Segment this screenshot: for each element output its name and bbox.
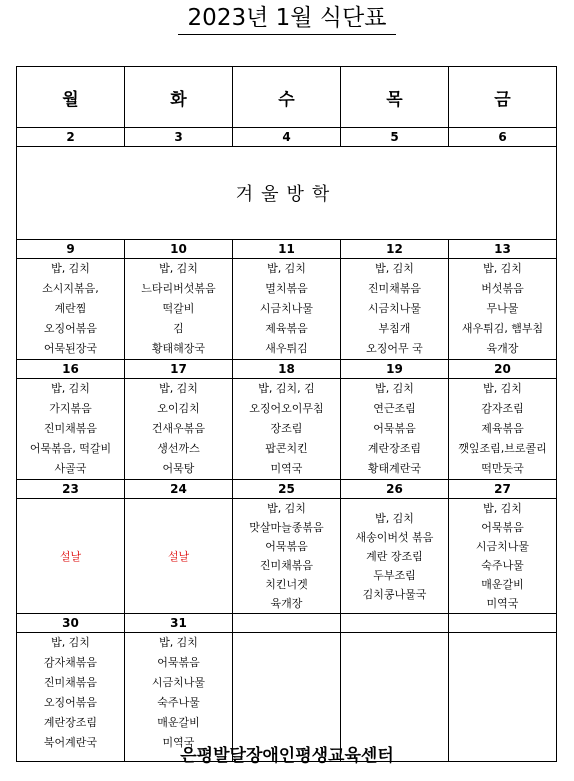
day-header: 목 xyxy=(341,67,449,128)
date-cell: 13 xyxy=(449,240,557,259)
menu-item: 밥, 김치 xyxy=(483,262,522,275)
menu-item: 버섯볶음 xyxy=(481,282,524,295)
date-cell: 24 xyxy=(125,480,233,499)
date-cell: 11 xyxy=(233,240,341,259)
menu-item: 육개장 xyxy=(486,342,519,355)
date-cell: 10 xyxy=(125,240,233,259)
date-cell: 12 xyxy=(341,240,449,259)
menu-item: 어묵볶음 xyxy=(265,540,308,553)
date-row xyxy=(17,128,557,147)
day-header: 화 xyxy=(125,67,233,128)
menu-cell xyxy=(341,259,449,360)
menu-item: 진미채볶음 xyxy=(367,282,422,295)
menu-item: 김치콩나물국 xyxy=(362,587,427,601)
menu-item: 새우튀김, 햄부침 xyxy=(461,322,544,335)
menu-item: 치킨너겟 xyxy=(265,578,308,591)
menu-cell xyxy=(125,259,233,360)
date-cell xyxy=(449,614,557,633)
menu-item: 오징어볶음 xyxy=(43,322,98,335)
menu-item: 부침개 xyxy=(378,322,411,335)
vacation-notice: 겨울방학 xyxy=(17,147,557,240)
date-cell: 27 xyxy=(449,480,557,499)
date-cell: 2 xyxy=(17,128,125,147)
menu-item: 느타리버섯볶음 xyxy=(141,282,216,295)
holiday-label: 설날 xyxy=(17,499,125,614)
menu-item: 두부조림 xyxy=(373,568,416,582)
menu-item: 가지볶음 xyxy=(49,402,92,415)
menu-item: 어묵볶음 xyxy=(481,521,524,534)
weeks-body xyxy=(17,240,557,762)
date-cell: 17 xyxy=(125,360,233,379)
menu-item: 시금치나물 xyxy=(475,540,530,553)
menu-item: 밥, 김치 xyxy=(159,636,198,649)
menu-item: 숙주나물 xyxy=(481,559,524,572)
date-cell: 31 xyxy=(125,614,233,633)
menu-item: 밥, 김치 xyxy=(483,382,522,395)
date-cell: 26 xyxy=(341,480,449,499)
menu-item: 어묵탕 xyxy=(162,462,195,475)
title-text: 2023년 1월 식단표 xyxy=(178,4,397,35)
menu-item: 밥, 김치 xyxy=(159,382,198,395)
menu-item: 떡갈비 xyxy=(162,302,195,315)
menu-row xyxy=(17,499,557,614)
menu-cell xyxy=(17,379,125,480)
date-cell: 6 xyxy=(449,128,557,147)
day-header: 수 xyxy=(233,67,341,128)
menu-item: 맛살마늘종볶음 xyxy=(249,521,324,534)
date-cell: 16 xyxy=(17,360,125,379)
menu-item: 미역국 xyxy=(162,736,195,749)
menu-item: 북어계란국 xyxy=(43,736,98,749)
date-cell: 4 xyxy=(233,128,341,147)
day-header: 금 xyxy=(449,67,557,128)
date-cell: 5 xyxy=(341,128,449,147)
menu-item: 무나물 xyxy=(486,302,519,315)
day-header: 월 xyxy=(17,67,125,128)
menu-item: 연근조림 xyxy=(373,402,416,415)
menu-item: 매운갈비 xyxy=(481,578,524,591)
menu-item: 깻잎조림,브로콜리 xyxy=(458,442,547,455)
vacation-row xyxy=(17,147,557,240)
menu-item: 생선까스 xyxy=(157,442,200,455)
menu-item: 김 xyxy=(173,322,184,335)
menu-item: 시금치나물 xyxy=(259,302,314,315)
menu-cell xyxy=(449,259,557,360)
menu-item: 밥, 김치 xyxy=(375,511,414,525)
menu-item: 계란장조림 xyxy=(367,442,422,455)
date-cell: 18 xyxy=(233,360,341,379)
date-cell: 20 xyxy=(449,360,557,379)
menu-item: 황태해장국 xyxy=(151,342,206,355)
menu-cell xyxy=(233,259,341,360)
date-cell: 9 xyxy=(17,240,125,259)
menu-item: 미역국 xyxy=(486,597,519,610)
menu-item: 어묵볶음, 떡갈비 xyxy=(29,442,112,455)
menu-item: 밥, 김치 xyxy=(51,636,90,649)
menu-item: 오징어오이무침 xyxy=(249,402,324,415)
menu-item: 제육볶음 xyxy=(481,422,524,435)
menu-item: 밥, 김치 xyxy=(51,382,90,395)
menu-item: 황태계란국 xyxy=(367,462,422,475)
date-cell xyxy=(341,614,449,633)
menu-item: 밥, 김치 xyxy=(159,262,198,275)
menu-item: 소시지볶음, xyxy=(42,282,99,295)
menu-item: 밥, 김치 xyxy=(483,502,522,515)
menu-cell xyxy=(449,499,557,614)
menu-item: 진미채볶음 xyxy=(259,559,314,572)
menu-item: 새송이버섯 볶음 xyxy=(355,530,434,544)
date-cell xyxy=(233,614,341,633)
date-cell: 3 xyxy=(125,128,233,147)
date-cell: 19 xyxy=(341,360,449,379)
menu-item: 밥, 김치 xyxy=(375,382,414,395)
date-cell: 25 xyxy=(233,480,341,499)
menu-item: 멸치볶음 xyxy=(265,282,308,295)
menu-item: 제육볶음 xyxy=(265,322,308,335)
menu-item: 밥, 김치 xyxy=(267,502,306,515)
menu-cell xyxy=(341,379,449,480)
date-row xyxy=(17,480,557,499)
menu-item: 오징어볶음 xyxy=(43,696,98,709)
menu-item: 진미채볶음 xyxy=(43,676,98,689)
date-cell: 30 xyxy=(17,614,125,633)
menu-cell xyxy=(17,259,125,360)
menu-row xyxy=(17,259,557,360)
date-row xyxy=(17,614,557,633)
menu-item: 오이김치 xyxy=(157,402,200,415)
date-cell: 23 xyxy=(17,480,125,499)
page-title xyxy=(0,4,574,35)
menu-item: 계란 장조림 xyxy=(366,549,423,563)
menu-cell xyxy=(341,499,449,614)
menu-row xyxy=(17,379,557,480)
menu-item: 오징어무 국 xyxy=(366,342,423,355)
menu-item: 사골국 xyxy=(54,462,87,475)
menu-item: 팝콘치킨 xyxy=(265,442,308,455)
menu-item: 밥, 김치 xyxy=(51,262,90,275)
menu-item: 감자채볶음 xyxy=(43,656,98,669)
footer-org-name: 은평발달장애인평생교육센터 xyxy=(180,746,394,766)
menu-item: 건새우볶음 xyxy=(151,422,206,435)
menu-cell xyxy=(125,379,233,480)
menu-item: 숙주나물 xyxy=(157,696,200,709)
menu-item: 어묵볶음 xyxy=(373,422,416,435)
menu-cell xyxy=(449,379,557,480)
menu-item: 새우튀김 xyxy=(265,342,308,355)
menu-item: 밥, 김치 xyxy=(267,262,306,275)
menu-item: 떡만둣국 xyxy=(481,462,524,475)
menu-item: 미역국 xyxy=(270,462,303,475)
menu-cell xyxy=(233,499,341,614)
menu-item: 매운갈비 xyxy=(157,716,200,729)
menu-item: 밥, 김치 xyxy=(375,262,414,275)
menu-item: 육개장 xyxy=(270,597,303,610)
menu-item: 장조림 xyxy=(270,422,303,435)
weekday-header-row xyxy=(17,67,557,128)
menu-item: 밥, 김치, 김 xyxy=(258,382,315,395)
menu-item: 어묵된장국 xyxy=(43,342,98,355)
date-row xyxy=(17,240,557,259)
menu-table xyxy=(16,66,557,762)
menu-item: 계란장조림 xyxy=(43,716,98,729)
menu-cell xyxy=(233,379,341,480)
menu-item: 시금치나물 xyxy=(367,302,422,315)
menu-item: 감자조림 xyxy=(481,402,524,415)
date-row xyxy=(17,360,557,379)
menu-item: 계란찜 xyxy=(54,302,87,315)
holiday-label: 설날 xyxy=(125,499,233,614)
menu-item: 진미채볶음 xyxy=(43,422,98,435)
menu-item: 시금치나물 xyxy=(151,676,206,689)
menu-item: 어묵볶음 xyxy=(157,656,200,669)
